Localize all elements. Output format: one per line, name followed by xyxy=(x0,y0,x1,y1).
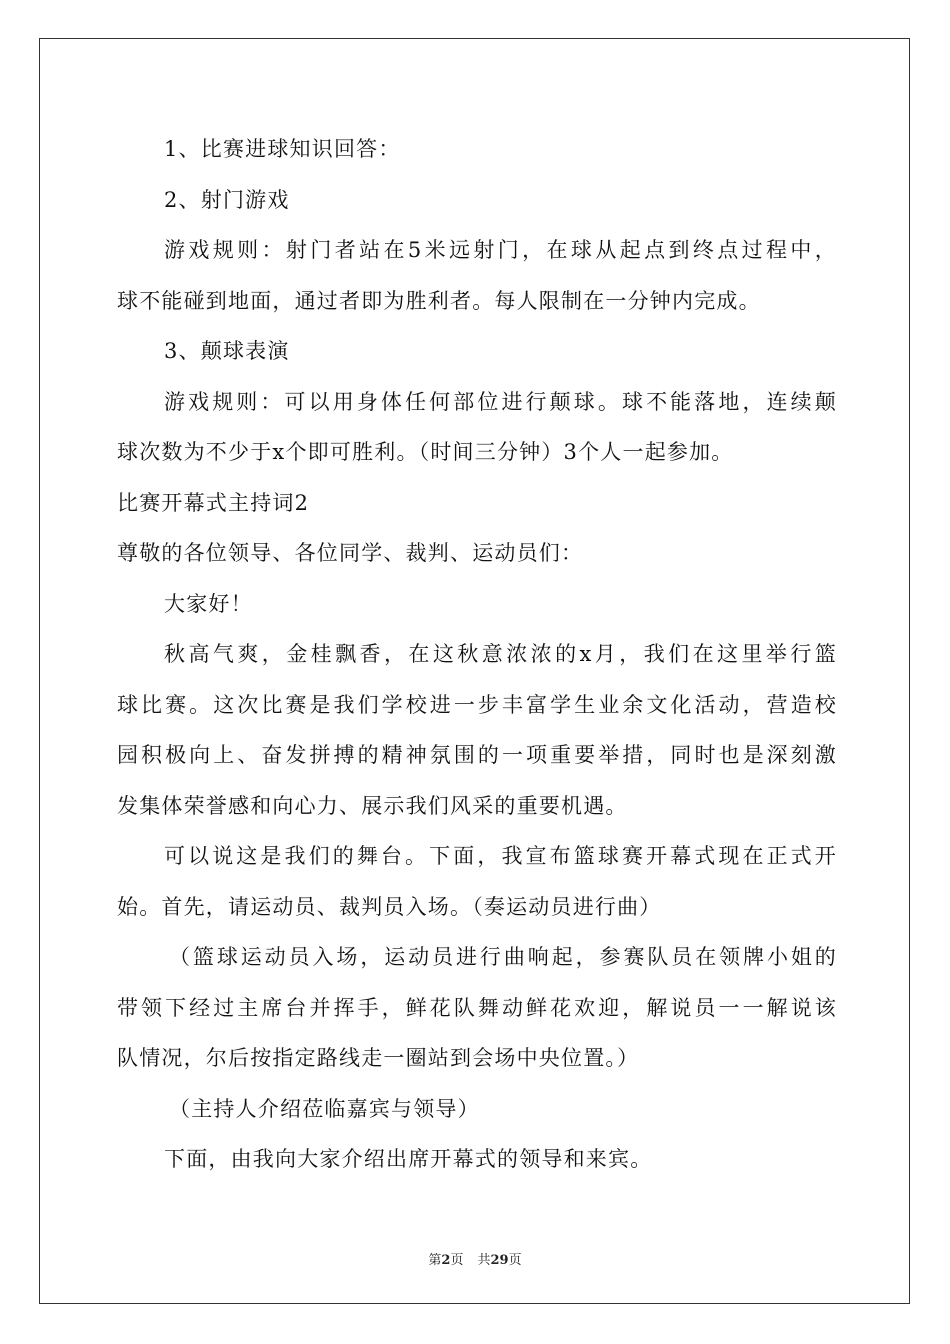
text-line: （篮球运动员入场，运动员进行曲响起，参赛队员在领牌小姐的 xyxy=(169,945,837,969)
text-line: 下面，由我向大家介绍出席开幕式的领导和来宾。 xyxy=(164,1147,653,1171)
text-line: 2、射门游戏 xyxy=(164,187,290,212)
text-line: 始。首先，请运动员、裁判员入场。（奏运动员进行曲） xyxy=(117,894,662,919)
text-line: 队情况，尔后按指定路线走一圈站到会场中央位置。） xyxy=(117,1046,640,1070)
page-number: 2 xyxy=(441,1253,451,1268)
text-line: 园积极向上、奋发拼搏的精神氛围的一项重要举措，同时也是深刻激 xyxy=(117,743,837,767)
total-suffix: 页 xyxy=(508,1253,522,1268)
page-prefix: 第 xyxy=(428,1253,442,1268)
text-line: 游戏规则：可以用身体任何部位进行颠球。球不能落地，连续颠 xyxy=(164,389,837,414)
text-line: 1、比赛进球知识回答： xyxy=(164,137,401,161)
text-line: 带领下经过主席台并挥手，鲜花队舞动鲜花欢迎，解说员一一解说该 xyxy=(117,995,837,1020)
total-prefix: 共 xyxy=(477,1253,491,1268)
total-pages: 29 xyxy=(490,1253,509,1268)
text-line: 秋高气爽，金桂飘香，在这秋意浓浓的x月，我们在这里举行篮 xyxy=(164,642,837,666)
section-heading: 比赛开幕式主持词2 xyxy=(117,490,310,515)
text-line: （主持人介绍莅临嘉宾与领导） xyxy=(169,1096,480,1121)
salutation: 尊敬的各位领导、各位同学、裁判、运动员们： xyxy=(117,541,584,565)
text-line: 球次数为不少于x个即可胜利。（时间三分钟）3个人一起参加。 xyxy=(117,440,734,464)
text-line: 游戏规则：射门者站在5米远射门，在球从起点到终点过程中， xyxy=(164,238,837,262)
text-line: 可以说这是我们的舞台。下面，我宣布篮球赛开幕式现在正式开 xyxy=(164,844,837,868)
text-line: 球比赛。这次比赛是我们学校进一步丰富学生业余文化活动，营造校 xyxy=(117,692,837,717)
page-footer xyxy=(0,1249,950,1268)
document-body xyxy=(117,124,837,1185)
text-line: 球不能碰到地面，通过者即为胜利者。每人限制在一分钟内完成。 xyxy=(117,288,761,313)
text-line: 3、颠球表演 xyxy=(164,339,290,363)
page-suffix: 页 xyxy=(450,1253,464,1268)
greeting: 大家好！ xyxy=(164,591,253,616)
text-line: 发集体荣誉感和向心力、展示我们风采的重要机遇。 xyxy=(117,793,628,818)
